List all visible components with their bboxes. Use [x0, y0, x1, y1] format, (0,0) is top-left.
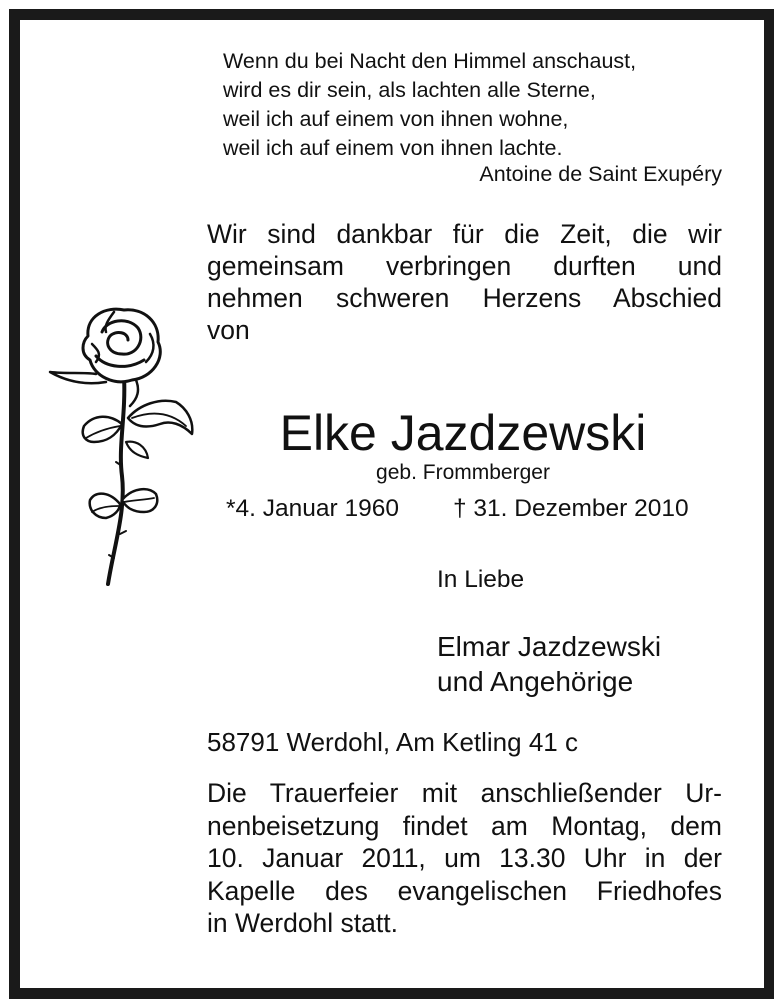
- poem-line: weil ich auf einem von ihnen lachte.: [223, 136, 563, 160]
- poem-quote: [223, 47, 723, 163]
- notice-line: nenbeisetzung findet am Montag, dem: [207, 810, 722, 841]
- mourner-line: Elmar Jazdzewski: [437, 631, 662, 662]
- intro-text: [207, 218, 722, 346]
- in-love-label: In Liebe: [437, 566, 525, 593]
- poem-line: wird es dir sein, als lachten alle Sterne,: [223, 78, 596, 102]
- birth-name: geb. Frommberger: [376, 461, 550, 484]
- rose-icon: [36, 296, 196, 592]
- poem-author: Antoine de Saint Exupéry: [479, 162, 722, 186]
- address: 58791 Werdohl, Am Ketling 41 c: [207, 727, 578, 757]
- funeral-notice: [207, 777, 722, 940]
- intro-line: von: [207, 315, 250, 345]
- intro-line: Wir sind dankbar für die Zeit, die wir: [207, 219, 722, 249]
- notice-line: Kapelle des evangelischen Friedhofes: [207, 875, 722, 906]
- notice-line: in Werdohl statt.: [207, 908, 398, 938]
- notice-line: 10. Januar 2011, um 13.30 Uhr in der: [207, 843, 722, 873]
- death-date: † 31. Dezember 2010: [453, 495, 689, 522]
- mourners: [437, 629, 661, 699]
- intro-line: gemeinsam verbringen durften und: [207, 251, 722, 281]
- poem-line: weil ich auf einem von ihnen wohne,: [223, 107, 569, 131]
- birth-date: *4. Januar 1960: [226, 495, 399, 522]
- intro-line: nehmen schweren Herzens Abschied: [207, 283, 722, 313]
- mourner-line: und Angehörige: [437, 666, 634, 697]
- notice-line: Die Trauerfeier mit anschließender Ur-: [207, 778, 722, 808]
- poem-line: Wenn du bei Nacht den Himmel anschaust,: [223, 49, 637, 73]
- deceased-name: Elke Jazdzewski: [279, 405, 647, 461]
